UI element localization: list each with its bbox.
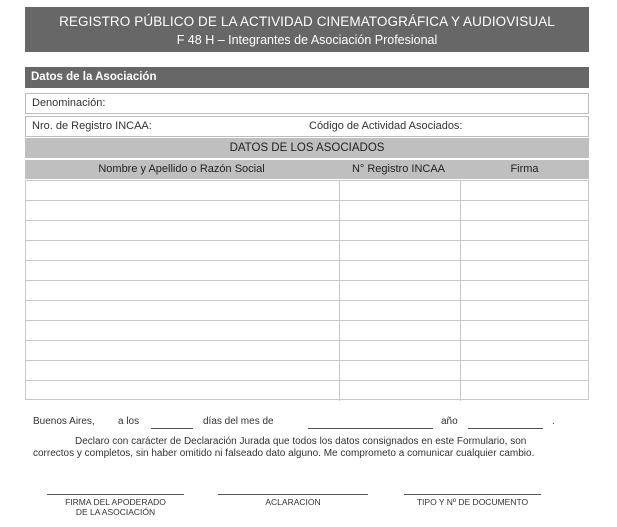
registro-cell[interactable] [340,261,461,280]
table-row [26,321,588,341]
table-row [26,241,588,261]
registro-cell[interactable] [340,281,461,300]
table-row [26,341,588,361]
firma-label-1: FIRMA DEL APODERADO [65,497,166,507]
aclaracion-label: ACLARACION [265,497,321,507]
nombre-cell[interactable] [26,201,340,220]
firma-cell[interactable] [461,281,588,300]
section-title: Datos de la Asociación [25,67,589,88]
asociados-title: DATOS DE LOS ASOCIADOS [25,138,589,158]
registro-cell[interactable] [340,201,461,220]
registro-codigo-row [25,116,589,137]
form-subtitle: F 48 H – Integrantes de Asociación Profesional [176,33,438,47]
firma-cell[interactable] [461,181,588,200]
day-blank[interactable] [151,428,193,429]
declaration-line1: Declaro con carácter de Declaración Jurada que todos los datos consignados en este Formulario, son [75,436,527,447]
registro-cell[interactable] [340,361,461,380]
nombre-cell[interactable] [26,221,340,240]
declaration-text [33,436,593,460]
dias-label: días del mes de [203,416,274,427]
registro-cell[interactable] [340,241,461,260]
col-firma: Firma [510,163,539,175]
table-row [26,361,588,381]
registro-cell[interactable] [340,381,461,401]
a-los-label: a los [118,416,140,427]
table-row [26,281,588,301]
city-label: Buenos Aires, [33,416,95,427]
table-header [25,160,589,179]
anio-label: año [441,416,458,427]
firma-cell[interactable] [461,321,588,340]
nombre-cell[interactable] [26,241,340,260]
firma-cell[interactable] [461,381,588,401]
table-row [26,181,588,201]
form-title: REGISTRO PÚBLICO DE LA ACTIVIDAD CINEMATOGRÁFICA Y AUDIOVISUAL [59,14,555,29]
col-nombre: Nombre y Apellido o Razón Social [98,163,265,175]
nombre-cell[interactable] [26,181,340,200]
tipo-doc-label: TIPO Y Nº DE DOCUMENTO [416,497,529,507]
asociados-table [25,180,589,400]
month-blank[interactable] [308,428,433,429]
table-row [26,221,588,241]
denominacion-field[interactable] [25,93,589,114]
registro-cell[interactable] [340,181,461,200]
date-end: . [552,416,555,427]
year-blank[interactable] [468,428,543,429]
firma-label-2: DE LA ASOCIACIÓN [75,507,156,517]
firma-cell[interactable] [461,241,588,260]
table-row [26,201,588,221]
firma-cell[interactable] [461,261,588,280]
nombre-cell[interactable] [26,281,340,300]
table-row [26,261,588,281]
registro-cell[interactable] [340,341,461,360]
nombre-cell[interactable] [26,321,340,340]
registro-cell[interactable] [340,221,461,240]
col-registro: N° Registro INCAA [351,163,446,175]
declaration-line2: correctos y completos, sin haber omitido ni falseado dato alguno. Me comprometo a comunicar cualquier cambio. [33,448,535,459]
codigo-label: Código de Actividad Asociados: [309,120,463,132]
registro-label: Nro. de Registro INCAA: [32,120,152,132]
nombre-cell[interactable] [26,261,340,280]
firma-cell[interactable] [461,221,588,240]
nombre-cell[interactable] [26,361,340,380]
nombre-cell[interactable] [26,381,340,401]
firma-cell[interactable] [461,201,588,220]
denominacion-label: Denominación: [32,97,106,109]
registro-cell[interactable] [340,301,461,320]
table-row [26,301,588,321]
documento-signature[interactable] [404,494,541,507]
firma-cell[interactable] [461,301,588,320]
firma-cell[interactable] [461,341,588,360]
firma-signature[interactable] [47,494,184,517]
table-row [26,381,588,401]
nombre-cell[interactable] [26,341,340,360]
aclaracion-signature[interactable] [218,494,368,507]
firma-cell[interactable] [461,361,588,380]
nombre-cell[interactable] [26,301,340,320]
form-header [25,7,589,52]
registro-cell[interactable] [340,321,461,340]
